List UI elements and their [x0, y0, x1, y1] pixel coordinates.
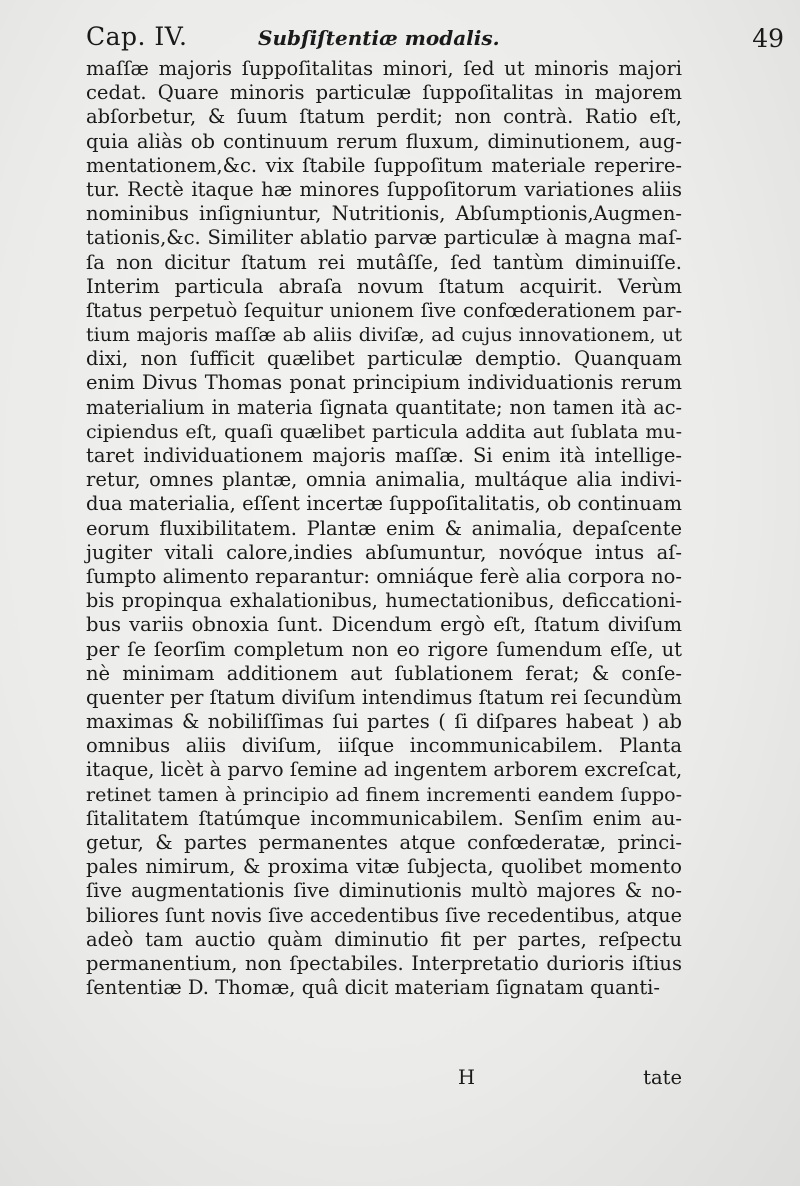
text-line: per ſe ſeorſim completum non eo rigore ſumendum eſſe, ut: [86, 637, 682, 661]
text-line: ſitalitatem ſtatúmque incommunicabilem. Senſim enim au-: [86, 806, 682, 830]
text-line: abſorbetur, & ſuum ſtatum perdit; non contrà. Ratio eſt,: [86, 105, 682, 129]
text-line: tium majoris maſſæ ab aliis diviſæ, ad cujus innovationem, ut: [86, 324, 682, 347]
text-line: ſententiæ D. Thomæ, quâ dicit materiam ſignatam quanti-: [86, 976, 661, 1000]
text-line: permanentium, non ſpectabiles. Interpretatio durioris iſtius: [86, 951, 682, 975]
text-line: retur, omnes plantæ, omnia animalia, multáque alia indivi-: [86, 468, 682, 492]
catchword: tate: [643, 1066, 682, 1089]
text-line: quia aliàs ob continuum rerum fluxum, diminutionem, aug-: [86, 129, 682, 153]
text-line: cipiendus eſt, quaſi quælibet particula addita aut ſublata mu-: [86, 420, 682, 443]
text-line: bis propinqua exhalationibus, humectationibus, deficcationi-: [86, 589, 682, 613]
text-line: Interim particula abraſa novum ſtatum acquirit. Verùm: [86, 274, 682, 298]
running-title: Subſiſtentiæ modalis.: [258, 26, 500, 50]
text-line: eorum fluxibilitatem. Plantæ enim & animalia, depaſcente: [86, 516, 682, 540]
text-line: materialium in materia ſignata quantitate; non tamen ità ac-: [86, 395, 682, 419]
text-line: dua materialia, eſſent incertæ ſuppoſitalitatis, ob continuam: [86, 492, 682, 516]
running-head: [86, 16, 784, 56]
text-line: ſive augmentationis ſive diminutionis multò majores & no-: [86, 879, 682, 903]
text-line: dixi, non ſufficit quælibet particulæ demptio. Quanquam: [86, 347, 682, 371]
text-line: itaque, licèt à parvo ſemine ad ingentem arborem excreſcat,: [86, 758, 683, 782]
text-line: tationis,&c. Similiter ablatio parvæ particulæ à magna maſ-: [86, 226, 682, 250]
text-line: cedat. Quare minoris particulæ ſuppoſitalitas in majorem: [86, 81, 682, 105]
text-line: biliores ſunt novis ſive accedentibus ſive recedentibus, atque: [86, 903, 682, 927]
page-number: 49: [752, 24, 784, 53]
text-line: mentationem,&c. vix ſtabile ſuppoſitum materiale reperire-: [86, 153, 682, 177]
text-line: ſumpto alimento reparantur: omniáque ferè alia corpora no-: [86, 564, 682, 588]
text-line: ſtatus perpetuò ſequitur unionem ſive confœderationem par-: [86, 298, 682, 322]
text-line: enim Divus Thomas ponat principium individuationis rerum: [86, 371, 682, 395]
text-line: retinet tamen à principio ad finem incrementi eandem ſuppo-: [86, 783, 682, 806]
text-line: maximas & nobiliſſimas ſui partes ( ſi diſpares habeat ) ab: [86, 710, 682, 734]
text-line: taret individuationem majoris maſſæ. Si enim ità intellige-: [86, 444, 682, 467]
text-line: tur. Rectè itaque hæ minores ſuppoſitorum variationes aliis: [86, 177, 682, 201]
show-through-text: [710, 560, 800, 980]
text-line: bus variis obnoxia ſunt. Dicendum ergò eſt, ſtatum diviſum: [86, 613, 682, 637]
text-line: maſſæ majoris ſuppoſitalitas minori, ſed ut minoris majori: [86, 57, 682, 80]
text-line: adeò tam auctio quàm diminutio fit per partes, reſpectu: [86, 927, 682, 951]
body-text: [86, 57, 682, 1000]
text-line: getur, & partes permanentes atque confœderatæ, princi-: [86, 831, 682, 854]
signature-mark: H: [458, 1066, 476, 1089]
text-line: quenter per ſtatum diviſum intendimus ſtatum rei ſecundùm: [86, 685, 682, 709]
text-line: ſa non dicitur ſtatum rei mutâſſe, ſed tantùm diminuiſſe.: [86, 250, 682, 274]
text-line: nominibus inſigniuntur, Nutritionis, Abſumptionis,Augmen-: [86, 202, 682, 226]
chapter-label: Cap. IV.: [86, 22, 188, 51]
text-line: pales nimirum, & proxima vitæ ſubjecta, quolibet momento: [86, 855, 682, 879]
text-line: nè minimam additionem aut ſublationem ferat; & conſe-: [86, 661, 682, 685]
page-footer: [86, 1066, 682, 1094]
text-line: omnibus aliis diviſum, iiſque incommunicabilem. Planta: [86, 734, 682, 758]
text-line: jugiter vitali calore,indies abſumuntur, novóque intus aſ-: [86, 540, 682, 564]
